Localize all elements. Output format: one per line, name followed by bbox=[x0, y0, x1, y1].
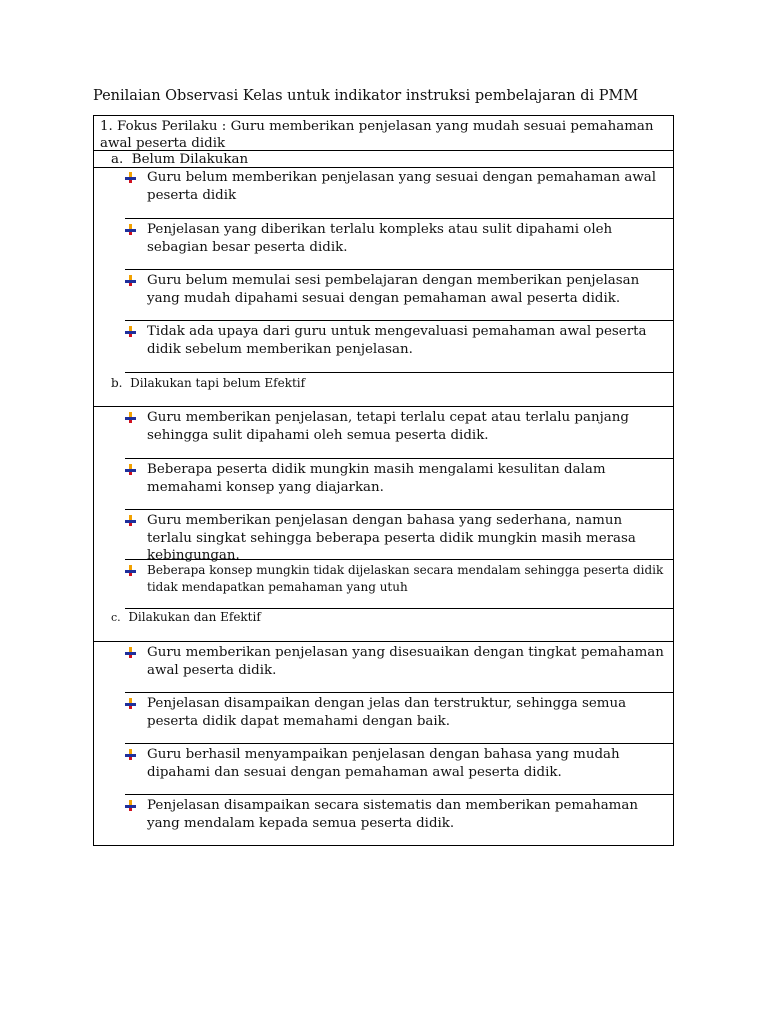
list-item-text: Guru belum memulai sesi pembelajaran dengan memberikan penjelasan yang mudah dipahami sesuai dengan pemahaman awal peserta didik. bbox=[147, 273, 640, 306]
list-item bbox=[125, 560, 673, 609]
section-b-row bbox=[94, 373, 673, 407]
section-a-heading bbox=[111, 151, 248, 168]
focus-header-text: 1. Fokus Perilaku : Guru memberikan penjelasan yang mudah sesuai pemahaman awal peserta didik bbox=[100, 119, 654, 151]
arrow-bullet-icon bbox=[125, 224, 136, 235]
section-b-marker: b. bbox=[111, 376, 123, 390]
list-item bbox=[125, 219, 673, 270]
list-item-text: Penjelasan disampaikan dengan jelas dan terstruktur, sehingga semua peserta didik dapat memahami dengan baik. bbox=[147, 696, 627, 729]
focus-header-row bbox=[94, 116, 673, 151]
arrow-bullet-icon bbox=[125, 515, 136, 526]
section-a-label: Belum Dilakukan bbox=[131, 152, 249, 167]
arrow-bullet-icon bbox=[125, 172, 136, 183]
list-item bbox=[125, 270, 673, 321]
arrow-bullet-icon bbox=[125, 464, 136, 475]
list-item-text: Guru memberikan penjelasan dengan bahasa yang sederhana, namun terlalu singkat sehingga beberapa peserta didik mungkin masih merasa kebingungan. bbox=[147, 513, 636, 563]
arrow-bullet-icon bbox=[125, 749, 136, 760]
list-item-text: Guru memberikan penjelasan yang disesuaikan dengan tingkat pemahaman awal peserta didik. bbox=[147, 645, 664, 678]
section-a-marker: a. bbox=[111, 152, 124, 167]
list-item-text: Guru memberikan penjelasan, tetapi terlalu cepat atau terlalu panjang sehingga sulit dipahami oleh semua peserta didik. bbox=[147, 410, 629, 443]
arrow-bullet-icon bbox=[125, 800, 136, 811]
section-c-label: Dilakukan dan Efektif bbox=[128, 610, 261, 624]
document-title: Penilaian Observasi Kelas untuk indikator instruksi pembelajaran di PMM bbox=[93, 88, 639, 104]
arrow-bullet-icon bbox=[125, 698, 136, 709]
list-item-text: Penjelasan disampaikan secara sistematis dan memberikan pemahaman yang mendalam kepada semua peserta didik. bbox=[147, 798, 638, 831]
list-item bbox=[125, 510, 673, 563]
list-item-text: Guru belum memberikan penjelasan yang sesuai dengan pemahaman awal peserta didik bbox=[147, 170, 657, 203]
arrow-bullet-icon bbox=[125, 565, 136, 576]
list-item bbox=[125, 744, 673, 795]
list-item-text: Penjelasan yang diberikan terlalu kompleks atau sulit dipahami oleh sebagian besar peserta didik. bbox=[147, 222, 613, 255]
list-item bbox=[125, 168, 673, 219]
list-item bbox=[125, 795, 673, 845]
section-c-row bbox=[94, 609, 673, 642]
list-item bbox=[125, 642, 673, 693]
list-item bbox=[125, 693, 673, 744]
list-item bbox=[125, 459, 673, 510]
arrow-bullet-icon bbox=[125, 412, 136, 423]
list-item-text: Tidak ada upaya dari guru untuk mengevaluasi pemahaman awal peserta didik sebelum memberikan penjelasan. bbox=[147, 324, 647, 357]
list-item bbox=[125, 321, 673, 373]
section-b-label: Dilakukan tapi belum Efektif bbox=[130, 376, 306, 390]
observation-table bbox=[93, 115, 674, 846]
arrow-bullet-icon bbox=[125, 647, 136, 658]
section-c-marker: c. bbox=[111, 611, 121, 624]
section-b-heading bbox=[111, 375, 305, 392]
arrow-bullet-icon bbox=[125, 275, 136, 286]
list-item-text: Beberapa konsep mungkin tidak dijelaskan secara mendalam sehingga peserta didik tidak mendapatkan pemahaman yang utuh bbox=[147, 563, 664, 594]
list-item-text: Beberapa peserta didik mungkin masih mengalami kesulitan dalam memahami konsep yang diajarkan. bbox=[147, 462, 606, 495]
arrow-bullet-icon bbox=[125, 326, 136, 337]
section-a-row bbox=[94, 151, 673, 168]
list-item bbox=[125, 407, 673, 459]
list-item-text: Guru berhasil menyampaikan penjelasan dengan bahasa yang mudah dipahami dan sesuai dengan pemahaman awal peserta didik. bbox=[147, 747, 620, 780]
section-c-heading bbox=[111, 609, 261, 626]
